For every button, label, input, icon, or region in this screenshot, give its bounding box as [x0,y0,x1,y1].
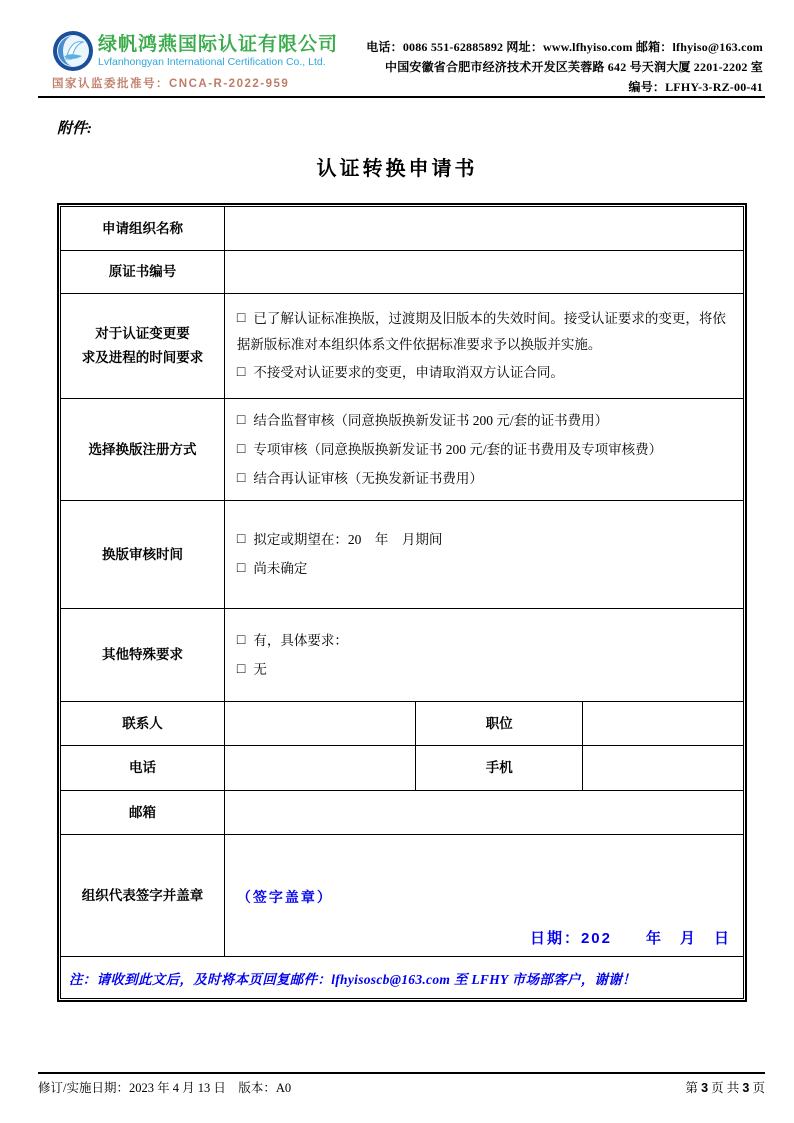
phone-value-cell[interactable] [224,746,415,791]
org-name-label: 申请组织名称 [61,207,225,251]
mobile-label: 手机 [416,746,583,791]
checkbox-icon[interactable]: □ [236,311,246,326]
contact-label: 联系人 [61,702,225,746]
company-name-en: Lvfanhongyan International Certification Co., Ltd. [98,55,326,68]
reg-method-options [224,399,743,501]
page-footer [38,1072,765,1097]
position-value-cell[interactable] [583,702,744,746]
page-title: 认证转换申请书 [316,158,478,180]
address-line: 中国安徽省合肥市经济技术开发区芙蓉路 642 号天润大厦 2201-2202 室 [385,60,763,74]
letterhead-brand [52,30,338,91]
orig-cert-value-cell[interactable] [224,251,743,294]
checkbox-icon[interactable]: □ [236,441,246,457]
option-none: □ 无 [237,657,731,683]
email-value-cell[interactable] [224,791,743,835]
signature-label: 组织代表签字并盖章 [61,835,225,957]
orig-cert-label: 原证书编号 [61,251,225,294]
letterhead [38,28,765,98]
change-requirement-options [224,294,743,399]
org-name-value-cell[interactable] [224,207,743,251]
doc-number: 编号：LFHY-3-RZ-00-41 [628,80,763,94]
option-planned-time: □ 拟定或期望在：20 年 月期间 [237,527,731,553]
contact-value-cell[interactable] [224,702,415,746]
option-accept-change: □ 已了解认证标准换版，过渡期及旧版本的失效时间。接受认证要求的变更，将依据新版标准对本组织体系文件依据标准要求予以换版并实施。 [237,306,731,357]
change-requirement-label: 对于认证变更要 求及进程的时间要求 [61,294,225,399]
contact-line: 电话：0086 551-62885892 网址：www.lfhyiso.com 邮箱：lfhyiso@163.com [366,40,763,54]
row-change-requirement [61,294,744,399]
revision-info: 修订/实施日期：2023 年 4 月 13 日 版本：A0 [38,1081,292,1095]
row-contact [61,702,744,746]
checkbox-icon[interactable]: □ [236,532,246,547]
mobile-value-cell[interactable] [583,746,744,791]
row-phone [61,746,744,791]
option-special-audit: □ 专项审核（同意换版换新发证书 200 元/套的证书费用及专项审核费） [237,437,731,463]
application-form-table [57,203,747,1002]
option-reject-change: □ 不接受对认证要求的变更，申请取消双方认证合同。 [237,360,731,386]
row-email [61,791,744,835]
attachment-label: 附件: [57,121,92,137]
special-req-label: 其他特殊要求 [61,609,225,702]
row-reg-method [61,399,744,501]
position-label: 职位 [416,702,583,746]
reply-note: 注：请收到此文后，及时将本页回复邮件：lfhyisoscb@163.com 至 LFHY 市场部客户，谢谢！ [61,957,744,999]
audit-time-options [224,501,743,609]
signature-area[interactable] [224,835,743,957]
email-label: 邮箱 [61,791,225,835]
row-special-req [61,609,744,702]
company-name-cn: 绿帆鸿燕国际认证有限公司 [98,33,339,55]
audit-time-label: 换版审核时间 [61,501,225,609]
row-note [61,957,744,999]
checkbox-icon[interactable]: □ [236,561,246,576]
letterhead-contact [366,37,763,97]
reg-method-label: 选择换版注册方式 [61,399,225,501]
row-signature [61,835,744,957]
row-org-name [61,207,744,251]
checkbox-icon[interactable]: □ [236,470,246,486]
row-orig-cert [61,251,744,294]
company-logo-icon [52,30,94,72]
option-recert-audit: □ 结合再认证审核（无换发新证书费用） [237,466,731,492]
checkbox-icon[interactable]: □ [236,661,246,677]
checkbox-icon[interactable]: □ [236,412,246,428]
cnca-approval-number: 国家认监委批准号：CNCA-R-2022-959 [52,78,290,90]
checkbox-icon[interactable]: □ [236,365,246,380]
page-indicator: 第 3 页 共 3 页 [685,1081,765,1095]
phone-label: 电话 [61,746,225,791]
option-supervision-audit: □ 结合监督审核（同意换版换新发证书 200 元/套的证书费用） [237,408,731,434]
row-audit-time [61,501,744,609]
checkbox-icon[interactable]: □ [236,632,246,648]
signature-hint: （签字盖章） [236,889,333,905]
option-undetermined: □ 尚未确定 [237,556,731,582]
special-req-options [224,609,743,702]
option-has-requirements: □ 有，具体要求： [237,628,731,654]
signature-date-line: 日期：202 年 月 日 [529,930,731,947]
